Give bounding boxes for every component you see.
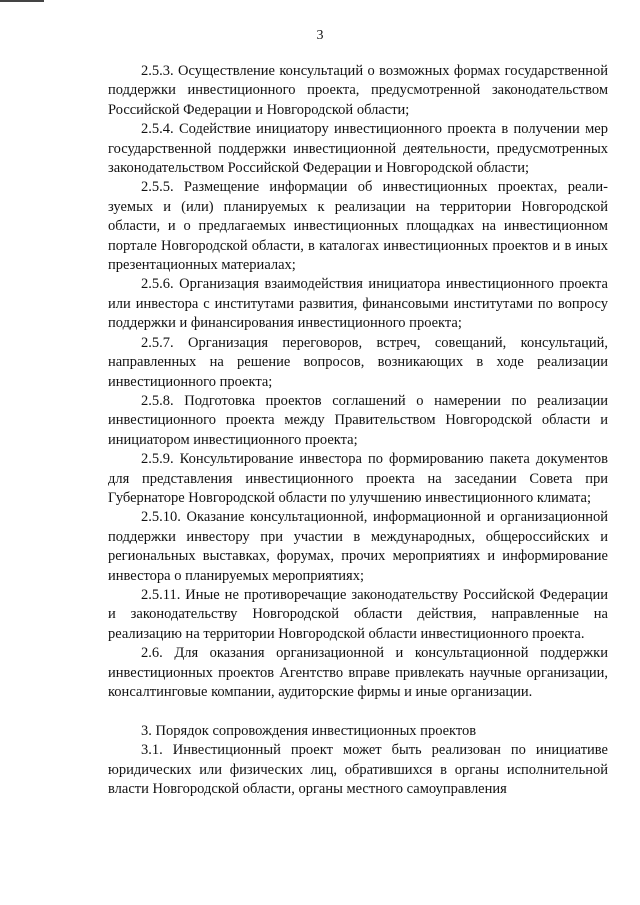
paragraph-2-5-9: 2.5.9. Консультирование инвестора по формированию пакета документов для представления инвестиционного проекта на заседании Совета при Губернаторе Новгородской области по улучшению инвестиционного климата; xyxy=(108,451,608,506)
paragraph-2-5-4: 2.5.4. Содействие инициатору инвестиционного проекта в получении мер государственной поддержки инвестиционной деятельности, предусмотренных законодательством Российской Федерации и Новгородской области; xyxy=(108,121,608,177)
paragraph-2-6: 2.6. Для оказания организационной и консультационной поддержки инвестиционных проектов Агентство вправе привлекать научные организации, консалтинговые компании, аудиторские фирмы и иные организации. xyxy=(108,645,608,700)
paragraph-2-5-8: 2.5.8. Подготовка проектов соглашений о намерении по реализации инвестиционного проекта между Правительством Новгородской области и инициатором инвестиционного проекта; xyxy=(108,392,608,448)
scan-corner-mark xyxy=(0,0,44,2)
section-heading: 3. Порядок сопровождения инвестиционных проектов xyxy=(141,722,477,739)
section-spacer xyxy=(108,702,608,721)
paragraph-2-5-3: 2.5.3. Осуществление консультаций о возможных формах государственной поддержки инвестиционного проекта, предусмотренной законодательством Российской Федерации и Новгородской области; xyxy=(108,63,608,118)
paragraph-2-5-6: 2.5.6. Организация взаимодействия инициатора инвестиционного проекта или инвестора с институтами развития, финансовыми институтами по вопросу поддержки и финансирования инвестиционного проекта; xyxy=(108,276,608,332)
page-number: 3 xyxy=(316,28,324,43)
paragraph-2-5-7: 2.5.7. Организация переговоров, встреч, совещаний, консультаций, направленных на решение вопросов, возникающих в ходе реализации инвестиционного проекта; xyxy=(108,334,608,390)
paragraph-3-1: 3.1. Инвестиционный проект может быть реализован по инициативе юридических или физических лиц, обратившихся в органы исполнительной власти Новгородской области, органы местного самоуправления xyxy=(108,742,608,798)
paragraph-2-5-10: 2.5.10. Оказание консультационной, информационной и организационной поддержки инвестору при участии в международных, общероссийских и региональных выставках, форумах, прочих мероприятиях и информирование инвестора о планируемых мероприятиях; xyxy=(108,509,608,584)
document-body xyxy=(108,62,608,799)
paragraph-2-5-11: 2.5.11. Иные не противоречащие законодательству Российской Федерации и законодательству Новгородской области действия, направленные на реализацию на территории Новгородской области инвестиционного проекта. xyxy=(108,586,608,642)
paragraph-2-5-5: 2.5.5. Размещение информации об инвестиционных проектах, реализуемых и (или) планируемых к реализации на территории Новгородской области, и о предлагаемых инвестиционных площадках на инвестиционном портале Новгородской области, в каталогах инвестиционных проектов и в иных презентационных материалах; xyxy=(108,179,608,274)
